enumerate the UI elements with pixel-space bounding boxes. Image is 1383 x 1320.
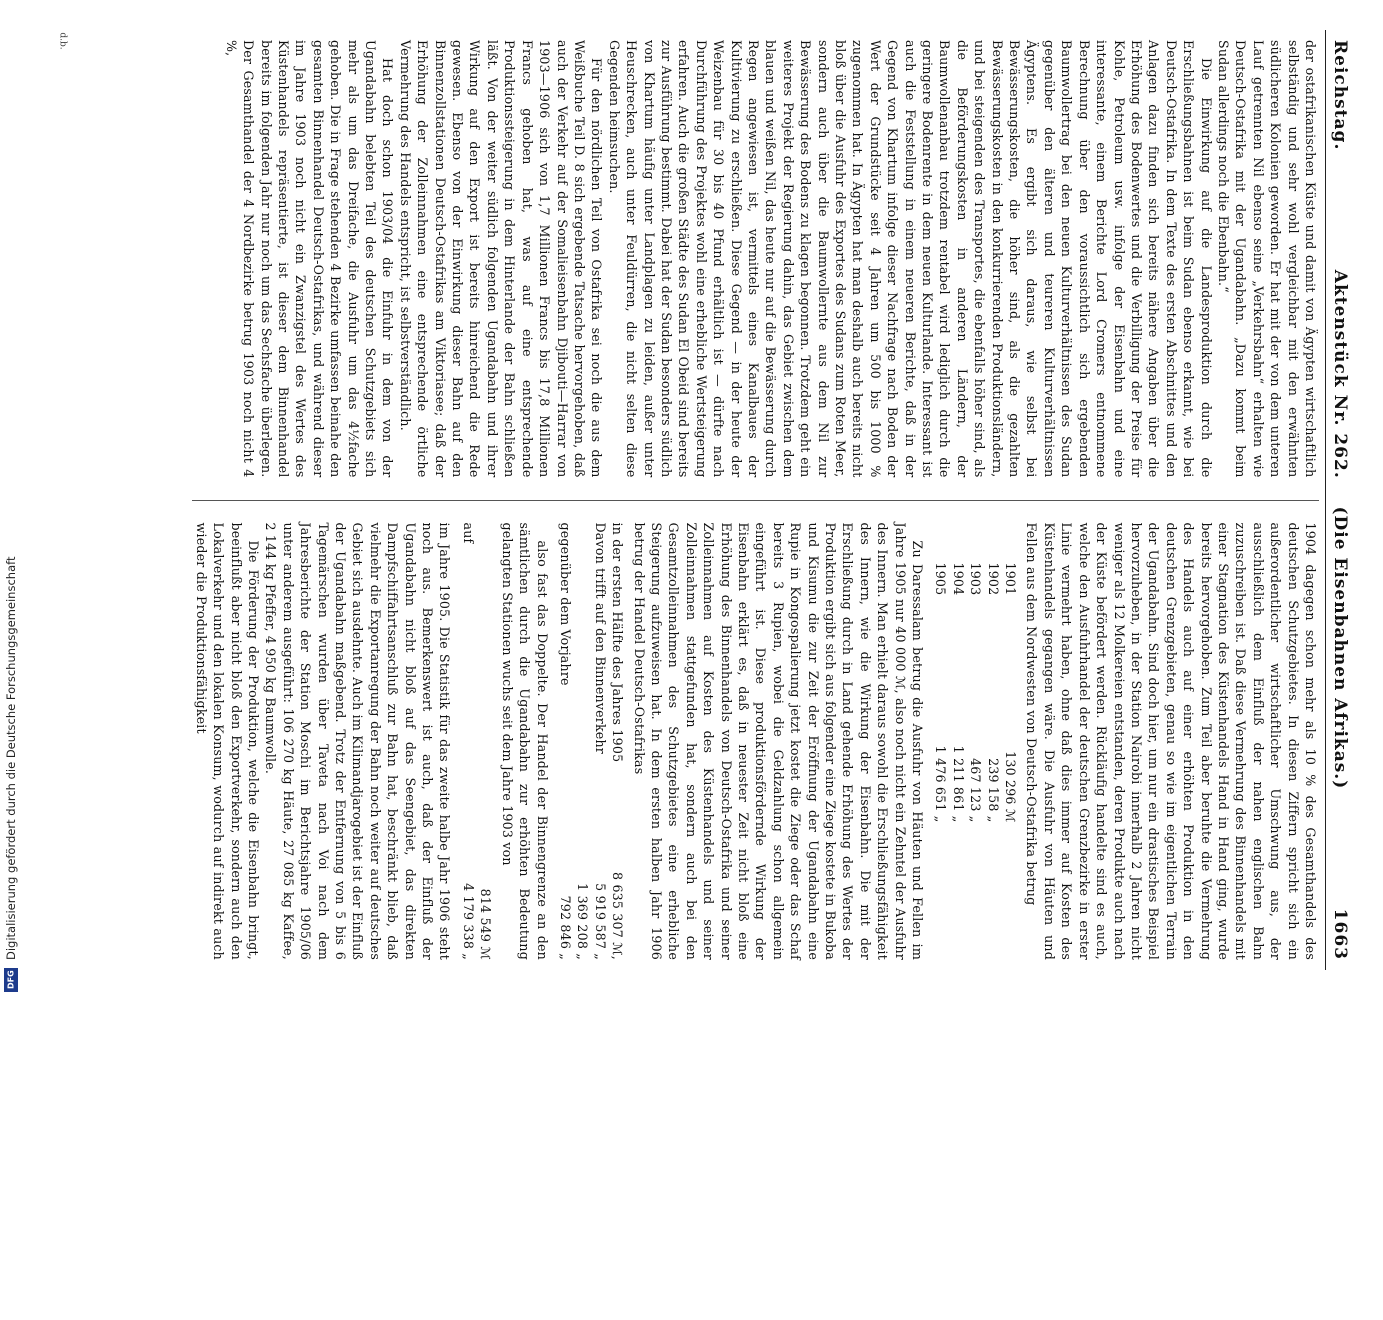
table-year: 1901 — [1003, 562, 1019, 596]
table-row — [609, 523, 626, 961]
table-value: 5 919 587 „ — [592, 883, 608, 960]
running-header — [1325, 30, 1350, 970]
right-paragraph-3: also fast das Doppelte. Der Handel der Binnengrenze an den sämtlichen durch die Ugandabahn zur erhöhten Bedeutung gelangten Stationen wuchs seit dem Jahre 1903 von — [499, 522, 550, 960]
right-column — [192, 523, 1319, 961]
table-row — [949, 563, 966, 823]
hides-export-table — [932, 563, 1019, 961]
page-number: 1663 — [1330, 908, 1350, 960]
table-year: 1902 — [985, 562, 1001, 596]
header-center-text: Aktenstück Nr. 262. — [1330, 269, 1350, 479]
table-label — [477, 523, 494, 851]
table-row — [967, 563, 984, 823]
table-row — [574, 523, 591, 961]
right-paragraph-5: Die Förderung der Produktion, welche die Eisenbahn bringt, beeinflußt aber nicht bloß den Exportverkehr, sondern auch den Lokalverkehr und den lokalen Konsum, wodurch auf indirekt auch wieder die Produktionsfähigkeit — [193, 522, 262, 960]
rotated-page-content — [70, 30, 1350, 970]
footer-strip — [0, 0, 22, 1000]
text-columns — [186, 30, 1325, 970]
margin-note: d.b. — [57, 32, 68, 50]
table-row — [477, 523, 494, 961]
column-divider — [192, 500, 1319, 501]
table-value: 8 635 307 ℳ, — [610, 872, 626, 960]
left-paragraph-3: Für den nördlichen Teil von Ostafrika sei noch die aus dem Weißbuche Teil D. 8 sich ergebende Tatsache hervorgehoben, daß auch der Verkehr auf der Somalieisenbahn Djibouti—Harrar von 1903—1906 sich von 1,7 Millionen Francs bis 17,8 Millionen Francs gehoben hat, was auf eine entsprechende Produktionssteigerung in dem Hinterlande der Bahn schließen läßt. Von der weiter südlich folgenden Ugandabahn und ihrer Wirkung auf den Export ist bereits hinreichend die Rede gewesen. Ebenso von der Einwirkung dieser Bahn auf den Binnenzollstationen Deutsch-Ostafrikas am Viktoriasee; daß der Erhöhung der Zolleinnahmen eine entsprechende örtliche Vermehrung des Handels entspricht, ist selbstverständlich. — [397, 40, 605, 478]
table-value: 1 476 651 „ — [933, 745, 949, 823]
table-value: 814 549 ℳ — [478, 888, 494, 960]
trade-table — [557, 523, 627, 961]
scanned-page — [57, 30, 1350, 1320]
dfg-logo: DFG — [4, 968, 18, 992]
table-row — [591, 523, 608, 961]
right-intro: 1904 dagegen schon mehr als 10 % des Gesamthandels des deutschen Schutzgebietes. In diesen Ziffern spricht sich ein außerordentlicher wirtschaftlicher Umschwung aus, der ausschließlich dem Einfluß der nahen englischen Bahn zuzuschreiben ist. Daß diese Vermehrung des Binnenhandels mit einer Stagnation des Küstenhandels Hand in Hand ging, wurde bereits hervorgehoben. Zum Teil aber beruhte die Vermehrung des Handels auch auf einer erhöhten Produktion in den deutschen Grenzgebieten, genau so wie im eigentlichen Terrain der Ugandabahn. Sind doch hier, um nur ein drastisches Beispiel hervorzuheben, in der Station Nairobi innerhalb 2 Jahren nicht weniger als 12 Molkereien entstanden, deren Produkte auch nach der Küste befördert werden. Rückläufig handelte sind es auch, welche den Ausfuhrhandel der deutschen Grenzbezirke in erster Linie vermehrt haben, ohne daß dies immer auf Kosten des Küstenhandels gegangen wäre. Die Ausfuhr von Häuten und Fellen aus dem Nordwesten von Deutsch-Ostafrika betrug — [1024, 522, 1318, 960]
table-year: 1905 — [933, 562, 949, 596]
table-value: 4 179 338 „ — [460, 883, 476, 960]
table-row — [984, 563, 1001, 823]
table-label: auf — [460, 522, 476, 544]
border-trade-table — [460, 523, 495, 961]
table-value: 467 123 „ — [968, 758, 984, 823]
header-right-text: (Die Eisenbahnen Afrikas.) — [1330, 506, 1350, 790]
left-paragraph-4: Hat doch schon 1903/04 die Einfuhr in dem von der Ugandabahn belebten Teil des deutschen Schutzgebiets sich mehr als um das Dreifache, die Ausfuhr um das 4½fache gehoben. Die in Frage stehenden 4 Bezirke umfassen beinahe den gesamten Binnenhandel Deutsch-Ostafrikas, und während dieser im Jahre 1903 noch nicht ein Zwanzigstel des Wertes des Küstenhandels repräsentierte, ist dieser dem Binnenhandel bereits im folgenden Jahr nur noch um das Sechsfache überlegen. Der Gesamthandel der 4 Nordbezirke betrug 1903 noch nicht 4 %, — [223, 40, 396, 478]
left-column — [192, 40, 1319, 478]
left-paragraph-2: Die Einwirkung auf die Landesproduktion durch die Erschließungsbahnen ist beim Sudan ebenso erkannt, wie bei Deutsch-Ostafrika. In dem Texte des ersten Abschnittes und den Anlagen dazu finden sich bereits nähere Angaben über die Erhöhung des Bodenwertes und die Verbilligung der Preise für Kohle, Petroleum usw. infolge der Eisenbahn und eine interessante, einem Berichte Lord Cromers entnommene Berechnung über den voraussichtlich sich ergebenden Baumwollertrag bei den neuen Kulturverhältnissen des Sudan gegenüber den älteren und teureren Kulturverhältnissen Ägyptens. Es ergibt sich daraus, wie selbst bei Bewässerungskosten, die höher sind, als die gezahlten Bewässerungskosten in den konkurrierenden Produktionsländern, und bei steigenden des Transportes, die ebenfalls höher sind, als die Beförderungskosten in anderen Ländern, der Baumwollenanbau trotzdem rentabel wird lediglich durch die geringere Bodenrente in dem neuen Kulturlande. Interessant ist auch die Feststellung in einem neueren Berichte, daß in der Gegend von Khartum infolge dieser Nachfrage nach Boden der Wert der Grundstücke seit 4 Jahren um 500 bis 1000 % zugenommen hat. In Ägypten hat man deshalb auch bereits nicht bloß über die Ausfuhr des Exportes des Sudans zum Roten Meer, sondern auch über die Baumwollernte aus dem Nil zur Bewässerung des Bodens zu klagen begonnen. Trotzdem geht ein weiteres Projekt der Regierung dahin, das Gebiet zwischen dem blauen und weißen Nil, das heute nur auf die Bewässerung durch Regen angewiesen ist, vermittels eines Kanalbaues der Kultivierung zu erschließen. Diese Gegend — in der heute der Weizenbau für 30 bis 40 Pfund erhältlich ist — dürfte nach Durchführung des Projektes wohl eine erhebliche Wertsteigerung erfahren. Auch die großen Städte des Sudan El Obeid sind bereits zur Ausführung bestimmt. Dabei hat der Sudan besonders südlich von Khartum häufig unter Landplagen zu leiden, außer unter Heuschrecken, auch unter Feuldürren, die nicht selten diese Gegenden heimsuchen. — [606, 40, 1214, 478]
table-value: 130 296 ℳ — [1003, 751, 1019, 823]
table-row — [1002, 563, 1019, 823]
table-label: in der ersten Hälfte des Jahres 1905 — [610, 522, 626, 763]
left-paragraph-1: der ostafrikanischen Küste und damit von Ägypten wirtschaftlich selbständig und sehr wohl vergleichbar mit den erwähnten südlicheren Kolonien geworden. Er hat mit der von dem unteren Lauf getrennten Nil ebenso seine „Verkehrsbahn“ erhalten wie Deutsch-Ostafrika mit der Ugandabahn. „Dazu kommt beim Sudan allerdings noch die Ebenbahn.“ — [1215, 40, 1318, 478]
right-paragraph-4: im Jahre 1905. Die Statistik für das zweite halbe Jahr 1906 steht noch aus. Bemerkenswert ist auch, daß der Einfluß der Ugandabahn nicht bloß auf das Seengebiet, das direkten Dampfschiffahrtsanschluß zur Bahn hat, beschränkt blieb, daß vielmehr die Exportanregung der Bahn noch weiter auf deutsches Gebiet sich ausdehnte. Auch im Kilimandjarogebiet ist der Einfluß der Ugandabahn maßgebend. Trotz der Entfernung von 5 bis 6 Tagemärschen wurden über Taveta nach Voi nach dem Jahresberichte der Station Moschi im Berichtsjahre 1905/06 unter anderem ausgeführt: 106 270 kg Häute, 27 085 kg Kaffee, 2 144 kg Pfeffer, 4 950 kg Baumwolle. — [263, 522, 453, 960]
table-value: 1 369 208 „ — [575, 883, 591, 960]
table-value: 1 211 861 „ — [950, 745, 966, 823]
header-left: Reichstag. — [1330, 40, 1350, 151]
table-year: 1904 — [950, 562, 966, 596]
header-center — [1330, 150, 1350, 908]
table-row — [557, 523, 574, 961]
table-label — [574, 523, 591, 851]
digitization-credit: Digitalisierung gefördert durch die Deutsche Forschungsgemeinschaft — [4, 556, 18, 960]
right-paragraph-2: Zu Daressalam betrug die Ausfuhr von Häuten und Fellen im Jahre 1905 nur 40 000 ℳ, also noch nicht ein Zehntel der Ausfuhr des Innern. Man erhielt daraus sowohl die Erschließungsfähigkeit des Innern, wie die Wirkung der Eisenbahn. Die mit der Erschließung durch in Land gehende Erhöhung des Wertes der Produktion ergibt sich aus folgender eine Ziege kostete in Bukoba und Kisumu die zur Zeit der Eröffnung der Ugandabahn eine Rupie in Kongospalierung jetzt kostet die Ziege oder das Schaf bereits 3 Rupien, wobei die Geldzahlung schon allgemein eingeführt ist. Diese produktionsfördernde Wirkung der Eisenbahn erklärt es, daß in neuester Zeit nicht bloß eine Erhöhung des Binnenhandels von Deutsch-Ostafrika und seiner Zolleinnahmen auf Kosten des Küstenhandels und seiner Zolleinnahmen stattgefunden hat, sondern auch bei den Gesamtzolleinnahmen des Schutzgebietes eine erhebliche Steigerung aufzuweisen hat. In dem ersten halben Jahr 1906 betrug der Handel Deutsch-Ostafrikas — [631, 522, 926, 960]
table-row — [460, 523, 477, 961]
table-value: 239 158 „ — [985, 758, 1001, 823]
table-row — [932, 563, 949, 823]
table-label: gegenüber dem Vorjahre — [557, 522, 573, 686]
table-value: 792 846 „ — [557, 895, 573, 960]
table-year: 1903 — [968, 562, 984, 596]
table-label: Davon trifft auf den Binnenverkehr — [592, 522, 608, 754]
